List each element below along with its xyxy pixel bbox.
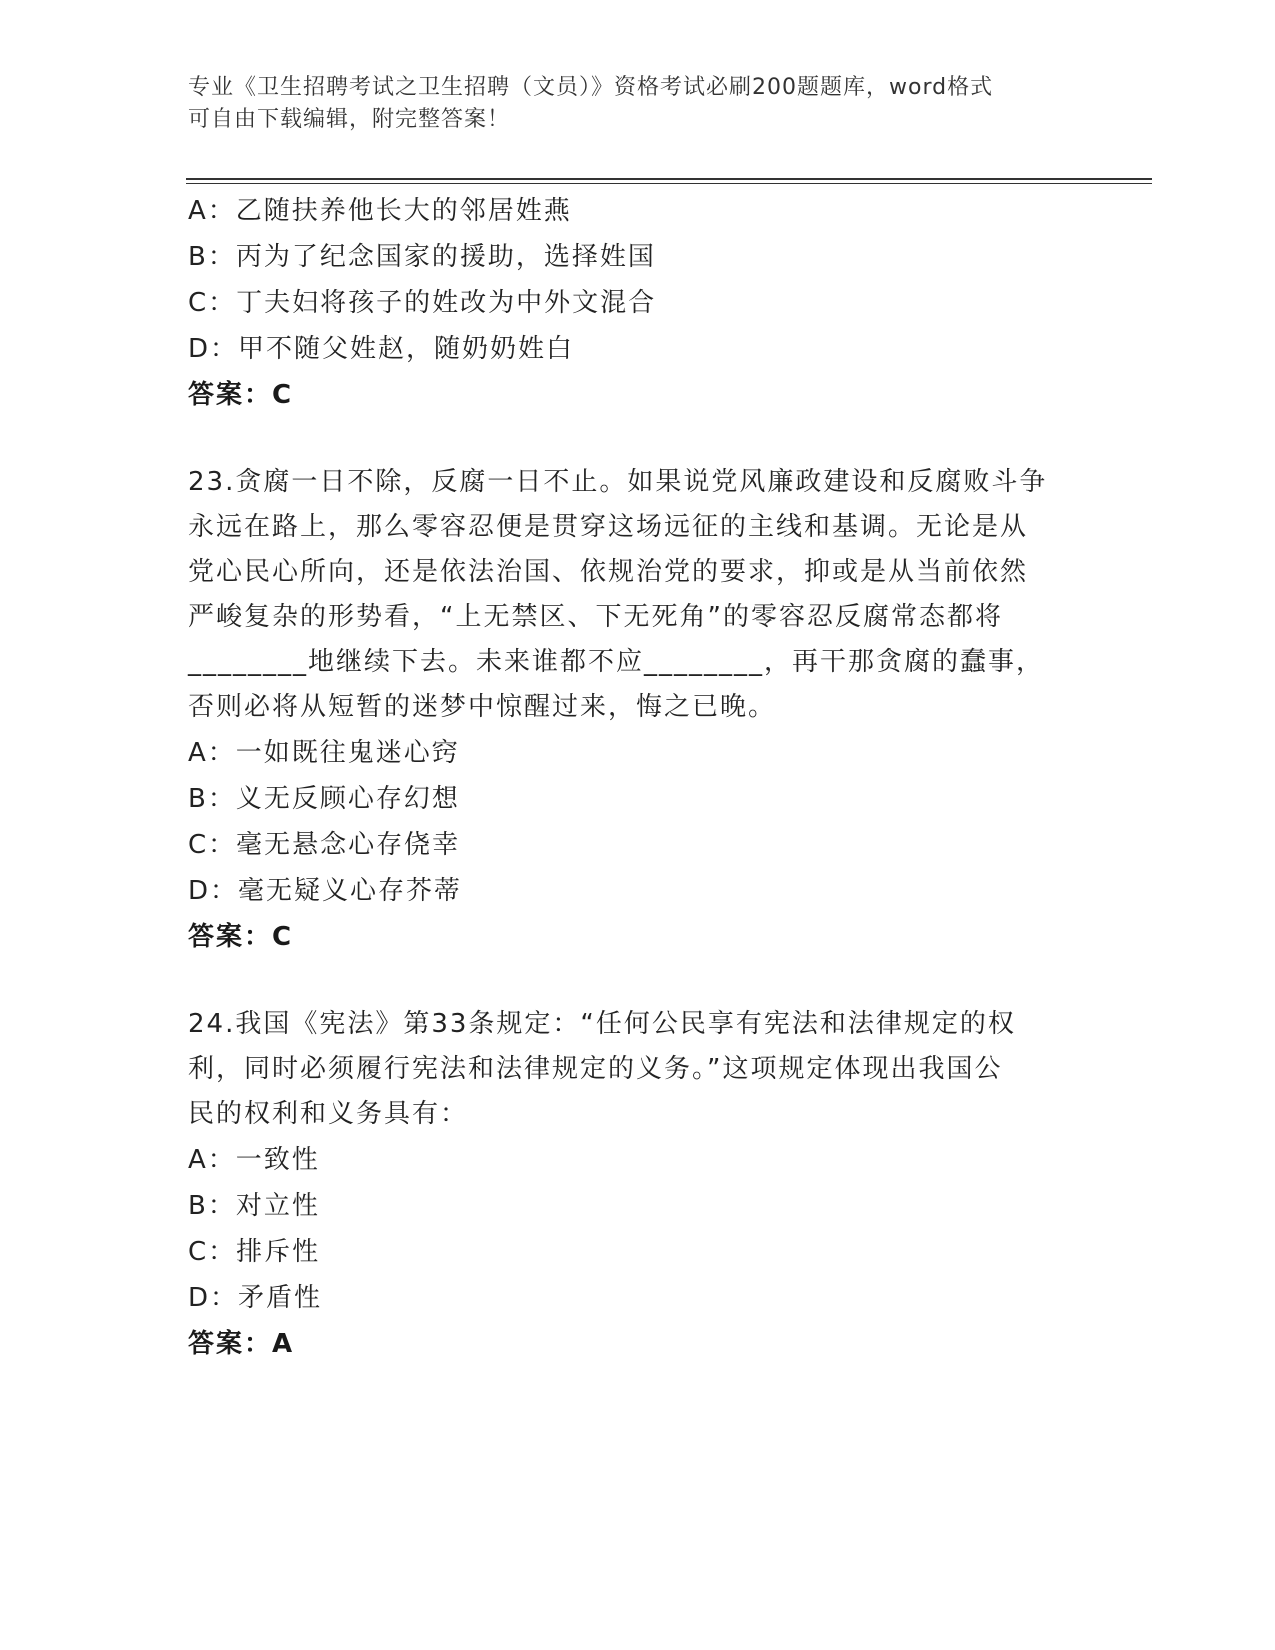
option-letter: C： bbox=[188, 1237, 237, 1267]
option-c bbox=[188, 822, 1088, 868]
option-text: 毫无疑义心存芥蒂 bbox=[238, 876, 463, 906]
option-text: 对立性 bbox=[235, 1191, 320, 1221]
option-c bbox=[188, 1229, 1088, 1275]
option-text: 排斥性 bbox=[236, 1237, 321, 1267]
question-content bbox=[188, 188, 1088, 1367]
option-b bbox=[188, 1183, 1088, 1229]
option-d bbox=[188, 326, 1088, 372]
question-24 bbox=[188, 1002, 1088, 1367]
option-letter: B： bbox=[188, 784, 236, 814]
option-text: 义无反顾心存幻想 bbox=[235, 784, 460, 814]
option-d bbox=[188, 1275, 1088, 1321]
option-text: 一如既往鬼迷心窍 bbox=[235, 738, 460, 768]
option-letter: A： bbox=[188, 1145, 236, 1175]
question-22 bbox=[188, 188, 1088, 418]
question-stem-line: 永远在路上，那么零容忍便是贯穿这场远征的主线和基调。无论是从 bbox=[188, 512, 1029, 542]
option-letter: B： bbox=[188, 1191, 236, 1221]
option-text: 一致性 bbox=[235, 1145, 320, 1175]
question-stem-line: 利，同时必须履行宪法和法律规定的义务。”这项规定体现出我国公 bbox=[188, 1054, 1003, 1084]
option-a bbox=[188, 1137, 1088, 1183]
option-letter: C： bbox=[188, 830, 237, 860]
option-text: 丙为了纪念国家的援助，选择姓国 bbox=[235, 242, 656, 272]
option-letter: D： bbox=[188, 1283, 239, 1313]
question-stem-line: 民的权利和义务具有： bbox=[188, 1099, 469, 1129]
option-a bbox=[188, 730, 1088, 776]
document-header bbox=[188, 72, 1068, 136]
question-stem-line: 否则必将从短暂的迷梦中惊醒过来，悔之已晚。 bbox=[188, 692, 777, 722]
option-letter: C： bbox=[188, 288, 237, 318]
header-line-2: 可自由下载编辑，附完整答案！ bbox=[188, 107, 511, 132]
answer-label: 答案：C bbox=[188, 380, 294, 410]
question-23 bbox=[188, 460, 1088, 960]
option-b bbox=[188, 776, 1088, 822]
option-letter: A： bbox=[188, 196, 236, 226]
option-a bbox=[188, 188, 1088, 234]
option-text: 毫无悬念心存侥幸 bbox=[236, 830, 461, 860]
question-stem-line: ________地继续下去。未来谁都不应________，再干那贪腐的蠢事， bbox=[188, 647, 1045, 677]
question-stem-line: 党心民心所向，还是依法治国、依规治党的要求，抑或是从当前依然 bbox=[188, 557, 1029, 587]
header-divider-thin bbox=[186, 183, 1152, 184]
option-letter: A： bbox=[188, 738, 236, 768]
option-text: 乙随扶养他长大的邻居姓燕 bbox=[235, 196, 572, 226]
answer-label: 答案：C bbox=[188, 922, 294, 952]
option-text: 矛盾性 bbox=[238, 1283, 323, 1313]
question-stem-line: 23.贪腐一日不除，反腐一日不止。如果说党风廉政建设和反腐败斗争 bbox=[188, 467, 1048, 497]
question-stem-line: 严峻复杂的形势看，“上无禁区、下无死角”的零容忍反腐常态都将 bbox=[188, 602, 1003, 632]
header-divider-thick bbox=[186, 178, 1152, 180]
question-stem-line: 24.我国《宪法》第33条规定：“任何公民享有宪法和法律规定的权 bbox=[188, 1009, 1016, 1039]
answer-label: 答案：A bbox=[188, 1329, 295, 1359]
header-line-1: 专业《卫生招聘考试之卫生招聘（文员）》资格考试必刷200题题库，word格式 bbox=[188, 75, 994, 100]
option-letter: D： bbox=[188, 876, 239, 906]
option-letter: D： bbox=[188, 334, 239, 364]
option-b bbox=[188, 234, 1088, 280]
option-c bbox=[188, 280, 1088, 326]
option-text: 丁夫妇将孩子的姓改为中外文混合 bbox=[236, 288, 657, 318]
option-text: 甲不随父姓赵，随奶奶姓白 bbox=[238, 334, 575, 364]
option-letter: B： bbox=[188, 242, 236, 272]
option-d bbox=[188, 868, 1088, 914]
